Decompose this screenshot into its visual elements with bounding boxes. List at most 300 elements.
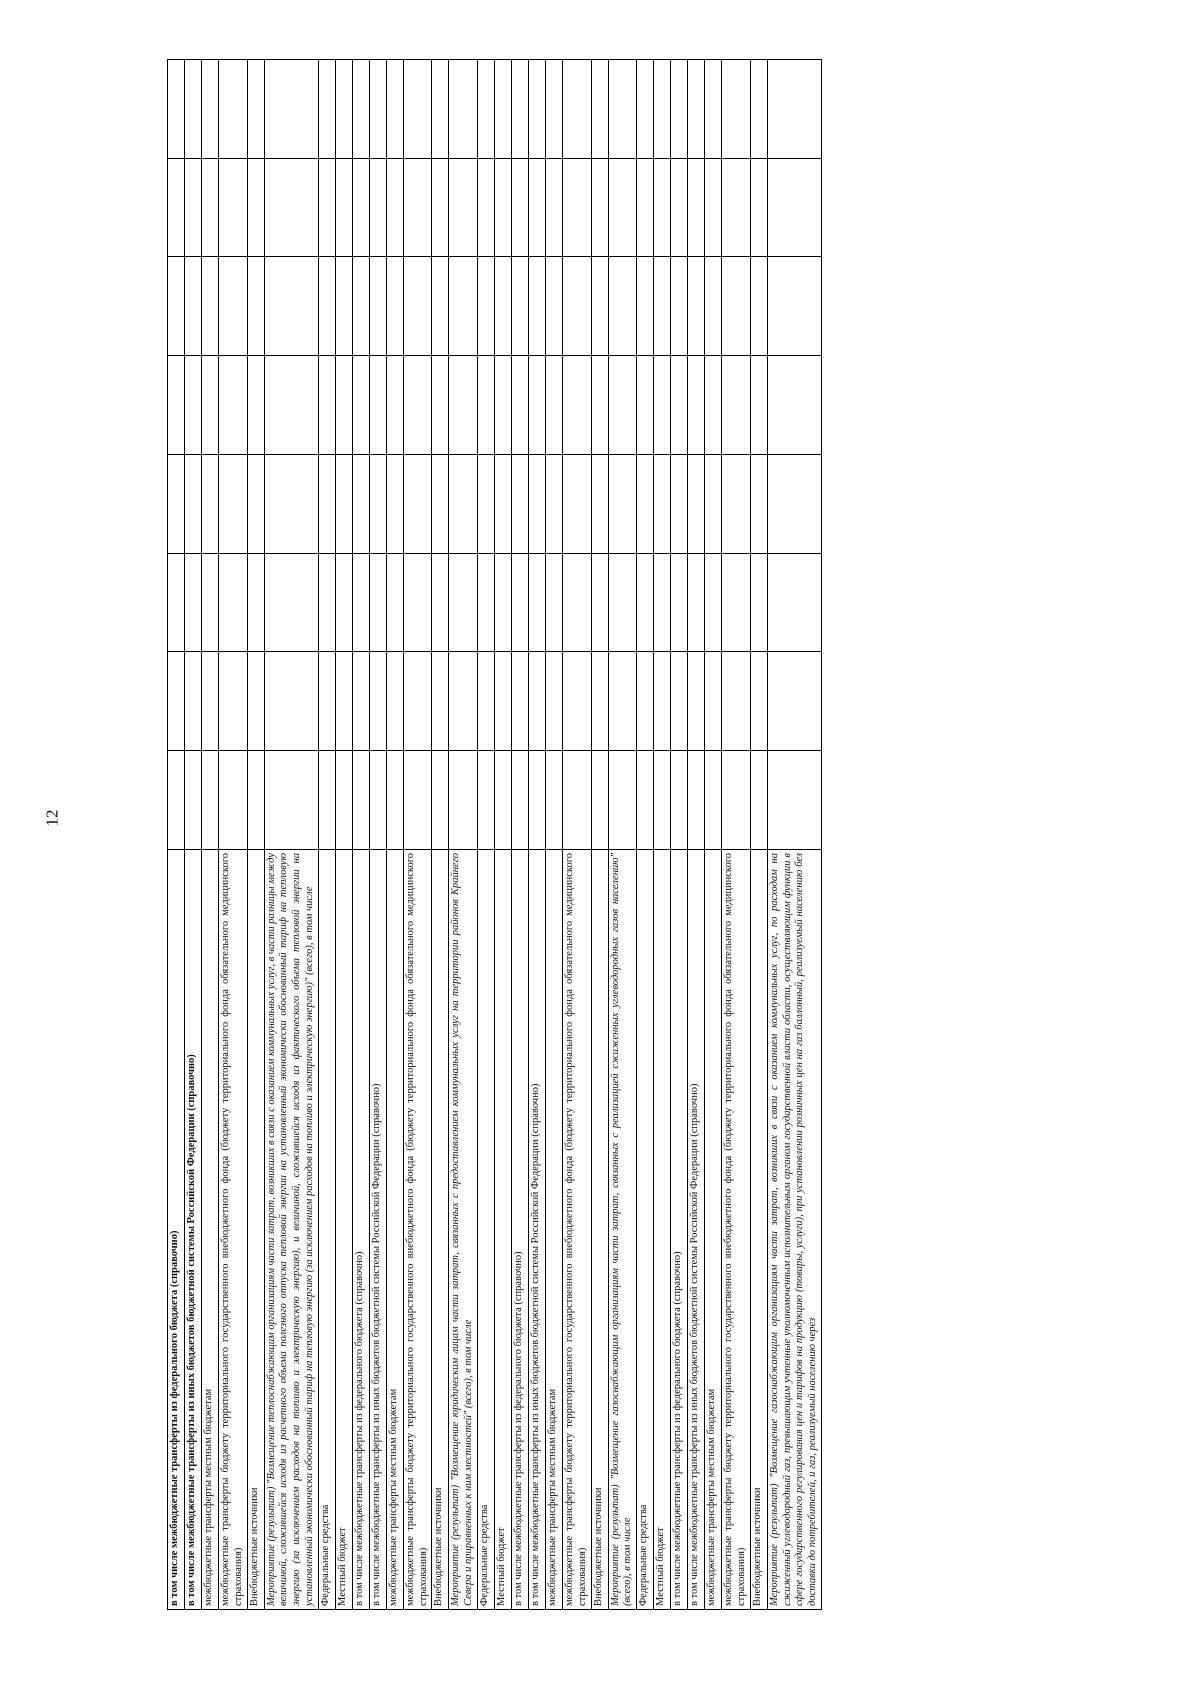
value-cell (369, 553, 386, 652)
value-cell (705, 257, 722, 356)
value-cell (637, 553, 654, 652)
value-cell (528, 652, 545, 751)
value-cell (608, 553, 637, 652)
value-cell (219, 60, 248, 159)
value-cell (352, 158, 369, 257)
value-cell (637, 356, 654, 455)
value-cell (477, 356, 494, 455)
value-cell (403, 257, 432, 356)
value-cell (688, 356, 705, 455)
row-label-cell: в том числе межбюджетные трансферты из федерального бюджета (справочно) (352, 850, 369, 1610)
value-cell (318, 553, 335, 652)
value-cell (528, 356, 545, 455)
value-cell (562, 158, 591, 257)
value-cell (528, 751, 545, 850)
value-cell (608, 751, 637, 850)
value-cell (386, 257, 403, 356)
value-cell (264, 158, 318, 257)
table-row (591, 60, 608, 1610)
row-label-cell: в том числе межбюджетные трансферты из иных бюджетов бюджетной системы Российской Федерации (справочно) (688, 850, 705, 1610)
value-cell (591, 60, 608, 159)
value-cell (185, 356, 202, 455)
value-cell (528, 60, 545, 159)
value-cell (562, 455, 591, 554)
value-cell (722, 356, 751, 455)
value-cell (219, 652, 248, 751)
value-cell (432, 158, 449, 257)
value-cell (654, 60, 671, 159)
value-cell (511, 455, 528, 554)
value-cell (562, 356, 591, 455)
value-cell (185, 652, 202, 751)
value-cell (202, 553, 219, 652)
table-row (449, 60, 478, 1610)
value-cell (722, 652, 751, 751)
value-cell (386, 553, 403, 652)
table-row (219, 60, 248, 1610)
value-cell (432, 652, 449, 751)
value-cell (688, 257, 705, 356)
value-cell (511, 652, 528, 751)
value-cell (264, 553, 318, 652)
value-cell (562, 751, 591, 850)
value-cell (318, 652, 335, 751)
value-cell (494, 60, 511, 159)
value-cell (637, 257, 654, 356)
value-cell (654, 553, 671, 652)
value-cell (219, 356, 248, 455)
value-cell (432, 751, 449, 850)
value-cell (688, 751, 705, 850)
value-cell (202, 356, 219, 455)
value-cell (511, 60, 528, 159)
value-cell (185, 158, 202, 257)
value-cell (403, 751, 432, 850)
row-label-cell: межбюджетные трансферты местным бюджетам (545, 850, 562, 1610)
row-label-cell: Внебюджетные источники (247, 850, 264, 1610)
value-cell (449, 553, 478, 652)
value-cell (705, 751, 722, 850)
value-cell (168, 553, 185, 652)
row-label-cell: межбюджетные трансферты местным бюджетам (705, 850, 722, 1610)
row-label-cell: Федеральные средства (637, 850, 654, 1610)
table-row (511, 60, 528, 1610)
value-cell (545, 751, 562, 850)
row-label-cell: Федеральные средства (477, 850, 494, 1610)
row-label-cell: Мероприятие (результат) "Возмещение теплоснабжающим организациям части затрат, возникших в связи с оказанием коммунальных услуг, в части разницы между величиной, сложившейся исходя из расчетного объема полезного отпуска тепловой энергии на установленный экономически обоснованный тариф на тепловую энергию (за исключением расходов на топливо и электрическую энергию), и величиной, сложившейся исходя из фактического объема тепловой энергии на установленный экономически обоснованный тариф на тепловую энергию (за исключением расходов на топливо и электрическую энергию)" (всего), в том числе (264, 850, 318, 1610)
value-cell (562, 257, 591, 356)
value-cell (750, 553, 767, 652)
page-number: 12 (42, 809, 62, 827)
value-cell (219, 751, 248, 850)
table-row (705, 60, 722, 1610)
value-cell (318, 455, 335, 554)
value-cell (494, 158, 511, 257)
value-cell (432, 455, 449, 554)
value-cell (477, 751, 494, 850)
value-cell (722, 455, 751, 554)
value-cell (545, 158, 562, 257)
value-cell (318, 257, 335, 356)
table-row (318, 60, 335, 1610)
value-cell (562, 652, 591, 751)
value-cell (202, 455, 219, 554)
value-cell (494, 455, 511, 554)
value-cell (264, 751, 318, 850)
value-cell (168, 652, 185, 751)
value-cell (386, 158, 403, 257)
table-row (202, 60, 219, 1610)
row-label-cell: Внебюджетные источники (591, 850, 608, 1610)
value-cell (264, 455, 318, 554)
value-cell (591, 652, 608, 751)
value-cell (671, 652, 688, 751)
value-cell (449, 158, 478, 257)
value-cell (591, 455, 608, 554)
value-cell (545, 553, 562, 652)
value-cell (705, 455, 722, 554)
value-cell (671, 751, 688, 850)
value-cell (545, 455, 562, 554)
row-label-cell: Внебюджетные источники (750, 850, 767, 1610)
value-cell (477, 158, 494, 257)
value-cell (654, 257, 671, 356)
table-row (352, 60, 369, 1610)
value-cell (185, 60, 202, 159)
value-cell (247, 60, 264, 159)
value-cell (403, 455, 432, 554)
value-cell (637, 60, 654, 159)
value-cell (511, 553, 528, 652)
value-cell (671, 455, 688, 554)
value-cell (202, 158, 219, 257)
value-cell (403, 652, 432, 751)
value-cell (449, 257, 478, 356)
value-cell (767, 60, 821, 159)
value-cell (403, 60, 432, 159)
value-cell (654, 455, 671, 554)
value-cell (511, 751, 528, 850)
value-cell (386, 652, 403, 751)
value-cell (767, 553, 821, 652)
row-label-cell: в том числе межбюджетные трансферты из федерального бюджета (справочно) (168, 850, 185, 1610)
value-cell (494, 652, 511, 751)
value-cell (591, 553, 608, 652)
value-cell (352, 751, 369, 850)
value-cell (185, 455, 202, 554)
value-cell (671, 553, 688, 652)
value-cell (432, 553, 449, 652)
value-cell (318, 356, 335, 455)
value-cell (608, 257, 637, 356)
row-label-cell: в том числе межбюджетные трансферты из иных бюджетов бюджетной системы Российской Федерации (справочно) (369, 850, 386, 1610)
row-label-cell: в том числе межбюджетные трансферты из федерального бюджета (справочно) (511, 850, 528, 1610)
value-cell (318, 158, 335, 257)
value-cell (335, 455, 352, 554)
value-cell (449, 652, 478, 751)
value-cell (511, 356, 528, 455)
value-cell (247, 455, 264, 554)
value-cell (352, 652, 369, 751)
value-cell (671, 60, 688, 159)
value-cell (318, 751, 335, 850)
value-cell (264, 60, 318, 159)
value-cell (767, 257, 821, 356)
value-cell (449, 455, 478, 554)
value-cell (722, 257, 751, 356)
value-cell (767, 356, 821, 455)
row-label-cell: в том числе межбюджетные трансферты из федерального бюджета (справочно) (671, 850, 688, 1610)
value-cell (369, 652, 386, 751)
table-row (403, 60, 432, 1610)
value-cell (185, 553, 202, 652)
budget-table (167, 59, 822, 1610)
value-cell (202, 60, 219, 159)
value-cell (494, 356, 511, 455)
value-cell (767, 455, 821, 554)
value-cell (168, 257, 185, 356)
table-row (168, 60, 185, 1610)
value-cell (750, 60, 767, 159)
table-row (608, 60, 637, 1610)
value-cell (591, 356, 608, 455)
value-cell (168, 356, 185, 455)
value-cell (477, 553, 494, 652)
value-cell (449, 356, 478, 455)
value-cell (705, 553, 722, 652)
row-label-cell: Местный бюджет (335, 850, 352, 1610)
table-row (247, 60, 264, 1610)
value-cell (545, 257, 562, 356)
value-cell (750, 751, 767, 850)
row-label-cell: Мероприятие (результат) "Возмещение газоснабжающим организациям части затрат, возникших в связи с оказанием коммунальных услуг, по расходам на сжиженный углеводородный газ, превышающим учтенные уполномоченным исполнительным органом государственной власти области, осуществляющим функции в сфере государственного регулирования цен и тарифов на продукцию (товары, услуги), при установлении розничных цен на газ баллонный, реализуемый населению без доставки до потребителей, и газ, реализуемый населению через (767, 850, 821, 1610)
value-cell (688, 158, 705, 257)
value-cell (432, 356, 449, 455)
value-cell (335, 158, 352, 257)
value-cell (637, 751, 654, 850)
value-cell (637, 158, 654, 257)
table-row (654, 60, 671, 1610)
table-row (369, 60, 386, 1610)
value-cell (750, 652, 767, 751)
rotated-table-wrapper (167, 60, 822, 1610)
table-row (750, 60, 767, 1610)
value-cell (247, 751, 264, 850)
value-cell (562, 553, 591, 652)
value-cell (654, 751, 671, 850)
value-cell (247, 652, 264, 751)
value-cell (264, 652, 318, 751)
value-cell (247, 553, 264, 652)
value-cell (545, 60, 562, 159)
value-cell (403, 553, 432, 652)
value-cell (608, 356, 637, 455)
value-cell (247, 158, 264, 257)
table-row (545, 60, 562, 1610)
value-cell (528, 553, 545, 652)
value-cell (494, 553, 511, 652)
value-cell (750, 257, 767, 356)
value-cell (637, 652, 654, 751)
value-cell (386, 60, 403, 159)
value-cell (654, 652, 671, 751)
value-cell (369, 158, 386, 257)
value-cell (335, 751, 352, 850)
value-cell (352, 455, 369, 554)
value-cell (671, 257, 688, 356)
value-cell (545, 356, 562, 455)
value-cell (352, 60, 369, 159)
value-cell (750, 455, 767, 554)
value-cell (335, 553, 352, 652)
row-label-cell: межбюджетные трансферты местным бюджетам (386, 850, 403, 1610)
value-cell (477, 60, 494, 159)
value-cell (688, 455, 705, 554)
value-cell (608, 652, 637, 751)
table-row (528, 60, 545, 1610)
value-cell (335, 257, 352, 356)
table-row (264, 60, 318, 1610)
value-cell (202, 652, 219, 751)
row-label-cell: Мероприятие (результат) "Возмещение газоснабжающим организациям части затрат, связанных с реализацией сжиженных углеводородных газов населению" (всего), в том числе (608, 850, 637, 1610)
value-cell (219, 455, 248, 554)
row-label-cell: Внебюджетные источники (432, 850, 449, 1610)
value-cell (168, 60, 185, 159)
value-cell (688, 60, 705, 159)
value-cell (449, 751, 478, 850)
value-cell (608, 158, 637, 257)
row-label-cell: Местный бюджет (654, 850, 671, 1610)
value-cell (352, 257, 369, 356)
table-row (637, 60, 654, 1610)
value-cell (608, 455, 637, 554)
table-row (477, 60, 494, 1610)
row-label-cell: межбюджетные трансферты местным бюджетам (202, 850, 219, 1610)
value-cell (352, 553, 369, 652)
value-cell (671, 356, 688, 455)
value-cell (705, 652, 722, 751)
table-row (562, 60, 591, 1610)
value-cell (318, 60, 335, 159)
budget-table-body (168, 60, 822, 1610)
row-label-cell: межбюджетные трансферты бюджету территориального государственного внебюджетного фонда (бюджету территориального фонда обязательного медицинского страхования) (403, 850, 432, 1610)
value-cell (722, 751, 751, 850)
value-cell (168, 455, 185, 554)
value-cell (219, 158, 248, 257)
value-cell (477, 455, 494, 554)
value-cell (591, 751, 608, 850)
value-cell (264, 257, 318, 356)
row-label-cell: межбюджетные трансферты бюджету территориального государственного внебюджетного фонда (бюджету территориального фонда обязательного медицинского страхования) (722, 850, 751, 1610)
value-cell (202, 257, 219, 356)
value-cell (264, 356, 318, 455)
value-cell (369, 257, 386, 356)
value-cell (168, 158, 185, 257)
row-label-cell: межбюджетные трансферты бюджету территориального государственного внебюджетного фонда (бюджету территориального фонда обязательного медицинского страхования) (562, 850, 591, 1610)
value-cell (654, 158, 671, 257)
value-cell (654, 356, 671, 455)
value-cell (528, 158, 545, 257)
value-cell (705, 158, 722, 257)
value-cell (335, 652, 352, 751)
value-cell (494, 257, 511, 356)
value-cell (705, 60, 722, 159)
value-cell (562, 60, 591, 159)
value-cell (637, 455, 654, 554)
value-cell (722, 60, 751, 159)
value-cell (477, 257, 494, 356)
value-cell (477, 652, 494, 751)
value-cell (386, 356, 403, 455)
table-row (185, 60, 202, 1610)
value-cell (352, 356, 369, 455)
value-cell (247, 356, 264, 455)
value-cell (511, 158, 528, 257)
value-cell (185, 751, 202, 850)
value-cell (386, 751, 403, 850)
value-cell (247, 257, 264, 356)
value-cell (591, 257, 608, 356)
value-cell (494, 751, 511, 850)
value-cell (403, 158, 432, 257)
value-cell (545, 652, 562, 751)
row-label-cell: Местный бюджет (494, 850, 511, 1610)
table-row (671, 60, 688, 1610)
value-cell (750, 356, 767, 455)
value-cell (168, 751, 185, 850)
value-cell (705, 356, 722, 455)
value-cell (369, 356, 386, 455)
value-cell (528, 455, 545, 554)
value-cell (767, 158, 821, 257)
value-cell (432, 257, 449, 356)
table-row (722, 60, 751, 1610)
value-cell (219, 257, 248, 356)
value-cell (767, 652, 821, 751)
table-row (335, 60, 352, 1610)
value-cell (722, 553, 751, 652)
value-cell (432, 60, 449, 159)
value-cell (369, 60, 386, 159)
row-label-cell: в том числе межбюджетные трансферты из иных бюджетов бюджетной системы Российской Федерации (справочно) (528, 850, 545, 1610)
value-cell (591, 158, 608, 257)
row-label-cell: Федеральные средства (318, 850, 335, 1610)
value-cell (335, 60, 352, 159)
value-cell (767, 751, 821, 850)
table-row (688, 60, 705, 1610)
value-cell (671, 158, 688, 257)
table-row (767, 60, 821, 1610)
value-cell (369, 455, 386, 554)
row-label-cell: Мероприятие (результат) "Возмещение юридическим лицам части затрат, связанных с предоставлением коммунальных услуг на территории районов Крайнего Севера и приравненных к ним местностей" (всего), в том числе (449, 850, 478, 1610)
value-cell (335, 356, 352, 455)
row-label-cell: межбюджетные трансферты бюджету территориального государственного внебюджетного фонда (бюджету территориального фонда обязательного медицинского страхования) (219, 850, 248, 1610)
value-cell (449, 60, 478, 159)
table-row (494, 60, 511, 1610)
value-cell (511, 257, 528, 356)
row-label-cell: в том числе межбюджетные трансферты из иных бюджетов бюджетной системы Российской Федерации (справочно) (185, 850, 202, 1610)
value-cell (403, 356, 432, 455)
value-cell (722, 158, 751, 257)
value-cell (608, 60, 637, 159)
table-row (432, 60, 449, 1610)
value-cell (369, 751, 386, 850)
table-row (386, 60, 403, 1610)
value-cell (750, 158, 767, 257)
value-cell (688, 553, 705, 652)
value-cell (185, 257, 202, 356)
value-cell (528, 257, 545, 356)
